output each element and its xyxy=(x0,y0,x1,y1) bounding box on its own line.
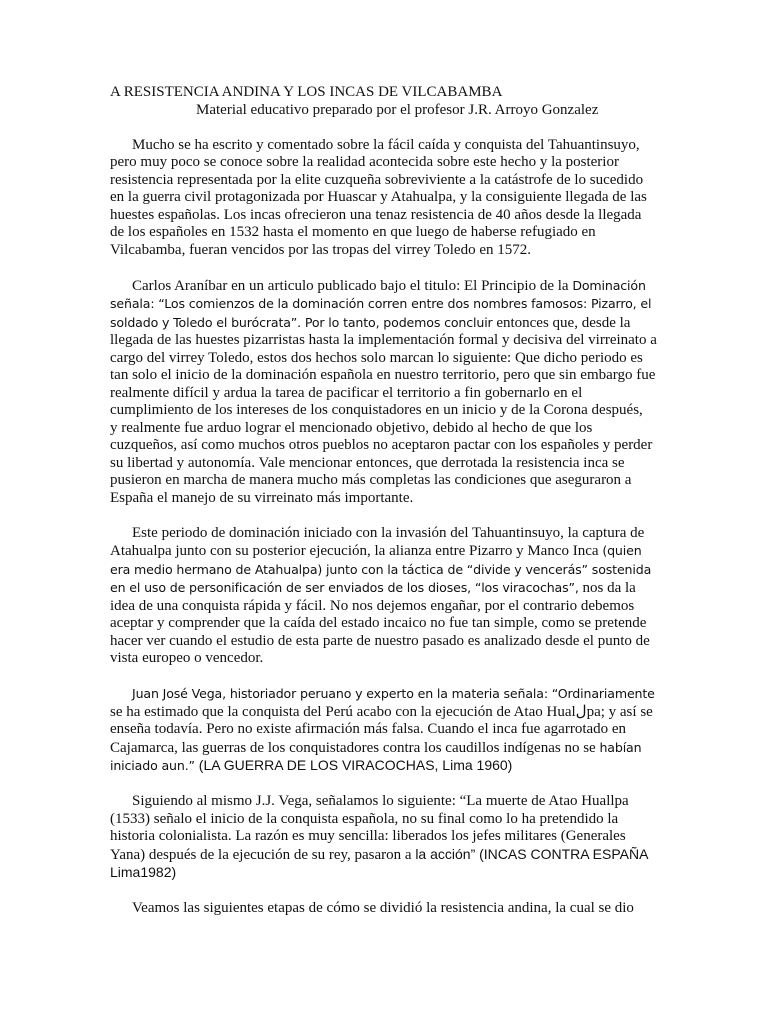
paragraph-3-text-c: nos da la idea de una conquista rápida y fácil. No nos dejemos engañar, por el contrario debemos aceptar y comprender que la caída del estado incaico no fue tan simple, como se pretende hacer ver cuando el estudio de esta parte de nuestro pasado es analizado desde el punto de vista europeo o vencedor. xyxy=(110,580,650,666)
paragraph-5-intro: Siguiendo al mismo J.J. Vega, señalamos lo siguiente: “La muerte de Atao Huallpa xyxy=(132,793,629,809)
document-subtitle: Material educativo preparado por el profesor J.R. Arroyo Gonzalez xyxy=(196,101,599,118)
paragraph-2-continuation: y realmente fue arduo lograr el mencionado objetivo, debido al hecho de que los cuzqueños, así como muchos otros pueblos no aceptaron pactar con los españoles y perder su libertad y autonomía. Vale mencionar entonces, que derrotada la resistencia inca se pusieron en marcha de manera mucho más completas las condiciones que aseguraron a España el manejo de su virreinato más importante. xyxy=(110,419,653,506)
paragraph-4-intro: Juan José Vega, historiador peruano y experto en la materia señala: “Ordinariamente xyxy=(132,686,655,701)
paragraph-6: Veamos las siguientes etapas de cómo se dividió la resistencia andina, la cual se dio xyxy=(132,900,634,916)
paragraph-4-quote-end: habían iniciado aun.” xyxy=(110,739,642,773)
paragraph-4 xyxy=(110,685,658,776)
paragraph-5 xyxy=(110,793,658,883)
paragraph-3-text-a: Este periodo de dominación iniciado con la invasión del Tahuantinsuyo, la captura de Atahualpa junto con su posterior ejecución, la alianza entre Pizarro y Manco Inca xyxy=(110,524,645,559)
paragraph-3-aside: (quien era medio hermano de Atahualpa) junto con la táctica de “divide y vencerás” sostenida en el uso de personificación de ser enviados de los dioses, “los viracochas”, xyxy=(110,543,652,595)
paragraph-2-text-a: Carlos Araníbar en un articulo publicado bajo el titulo: El Principio de la xyxy=(132,277,569,294)
paragraph-2-text-c: entonces que, desde la llegada de las huestes pizarristas hasta la implementación formal y decisiva del virreinato a cargo del virrey Toledo, estos dos hechos solo marcan lo siguiente: Que dicho periodo es tan solo el inicio de la dominación española en nuestro territorio, pero que sin embargo fue realmente difícil y ardua la tarea de pacificar el territorio a fin gobernarlo en el cumplimiento de los intereses de los conquistadores en un inicio y de la Corona después, xyxy=(110,314,657,418)
paragraph-4-quote: se ha estimado que la conquista del Perú acabo con la ejecución de Atao Hualلpa; y así se enseña todavía. Pero no existe afirmación más falsa. Cuando el inca fue agarrotado en Cajamarca, las guerras de los conquistadores contra los caudillos indígenas no se xyxy=(110,703,653,756)
paragraph-5-citation: la acción” (INCAS CONTRA ESPAÑA Lima1982) xyxy=(110,845,648,880)
paragraph-2 xyxy=(110,277,658,420)
paragraph-5-quote: (1533) señalo el inicio de la conquista española, no su final como lo ha pretendido la historia colonialista. La razón es muy sencilla: liberados los jefes militares (Generales Yana) después de la ejecución de su rey, pasaron a xyxy=(110,810,626,863)
paragraph-2-quote: Dominación señala: “Los comienzos de la dominación corren entre dos nombres famosos: Pizarro, el soldado y Toledo el burócrata”. Por lo tanto, podemos concluir xyxy=(110,277,652,330)
document-body xyxy=(110,84,658,918)
paragraph-4-citation: (LA GUERRA DE LOS VIRACOCHAS, Lima 1960) xyxy=(198,757,513,773)
document-title: A RESISTENCIA ANDINA Y LOS INCAS DE VILCABAMBA xyxy=(110,84,503,100)
paragraph-3 xyxy=(110,525,658,668)
paragraph-1: Mucho se ha escrito y comentado sobre la fácil caída y conquista del Tahuantinsuyo, pero muy poco se conoce sobre la realidad acontecida sobre este hecho y la posterior resistencia representada por la elite cuzqueña sobreviviente a la catástrofe de lo sucedido en la guerra civil protagonizada por Huascar y Atahualpa, y la consiguiente llegada de las huestes españolas. Los incas ofrecieron una tenaz resistencia de 40 años desde la llegada de los españoles en 1532 hasta el momento en que luego de haberse refugiado en Vilcabamba, fueran vencidos por las tropas del virrey Toledo en 1572. xyxy=(110,136,647,258)
